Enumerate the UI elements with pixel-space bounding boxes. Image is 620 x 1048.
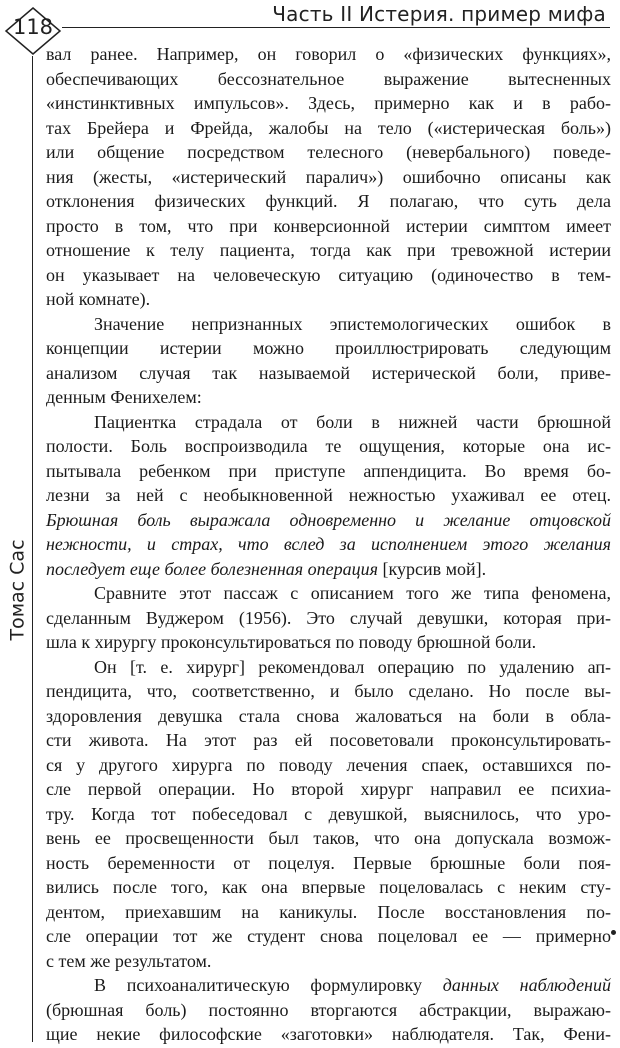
text-line — [46, 998, 611, 1023]
text-line — [46, 361, 611, 386]
line-text: ся у другого хирурга по поводу лечения спаек, оставшихся по- — [46, 754, 611, 775]
text-line — [46, 851, 611, 876]
line-text: здоровления девушка стала снова жаловаться на боли в обла- — [46, 705, 611, 726]
text-line — [46, 336, 611, 361]
italic-text: последует еще более болезненная операция — [46, 558, 379, 579]
line-text: Он [т. е. хирург] рекомендовал операцию по удалению ап- — [94, 656, 611, 677]
line-text: шла к хирургу проконсультироваться по поводу брюшной боли. — [46, 632, 537, 652]
line-text: сти живота. На этот раз ей посоветовали проконсультировать- — [46, 730, 611, 750]
line-text: отношение к телу пациента, тогда как при тревожной истерии — [46, 240, 611, 260]
line-text: вились после того, как она впервые поцеловалась с неким сту- — [46, 877, 611, 897]
line-text: пендицита, что, соответственно, и было сделано. Но после вы- — [46, 681, 611, 701]
text-line — [46, 679, 611, 704]
text-line — [46, 949, 611, 974]
text-line — [46, 630, 611, 655]
line-text: отклонения физических функций. Я полагаю, что суть дела — [46, 191, 611, 211]
text-line — [46, 42, 611, 67]
line-text: с тем же результатом. — [46, 950, 212, 971]
margin-rule — [32, 56, 33, 1042]
text-line — [46, 312, 611, 337]
text-line — [46, 263, 611, 288]
italic-text: Брюшная боль выражала одновременно и желание отцовской — [46, 509, 611, 530]
italic-text: данных наблюдений — [442, 975, 611, 995]
text-line — [46, 753, 611, 778]
line-text: тру. Когда тот побеседовал с девушкой, выяснилось, что уро- — [46, 803, 611, 824]
text-line — [46, 606, 611, 631]
line-text: сле первой операции. Но второй хирург направил ее психиа- — [46, 779, 611, 799]
line-text: щие некие философские «заготовки» наблюдателя. Так, Фени- — [46, 1024, 611, 1044]
line-text: Значение непризнанных эпистемологических ошибок в — [94, 313, 611, 334]
line-text: ния (жесты, «истерический паралич») ошибочно описаны как — [46, 166, 611, 187]
running-head: Часть II Истерия. пример мифа — [272, 2, 606, 26]
line-text: сле операции тот же студент снова поцеловал ее — примерно — [46, 926, 611, 946]
text-line — [46, 1022, 611, 1047]
text-line — [46, 826, 611, 851]
text-line — [46, 116, 611, 141]
line-text: лезни за ней с необыкновенной нежностью ухаживал ее отец. — [46, 485, 611, 505]
text-line — [46, 704, 611, 729]
text-line — [46, 508, 611, 533]
body-text — [46, 42, 611, 1047]
side-author-text: Томас Сас — [7, 539, 29, 641]
text-line — [46, 532, 611, 557]
text-line — [46, 802, 611, 827]
line-text: сделанным Вуджером (1956). Это случай девушки, которая при- — [46, 607, 611, 628]
line-text: просто в том, что при конверсионной истерии симптом имеет — [46, 215, 611, 236]
line-text: денным Фенихелем: — [46, 387, 202, 407]
line-text: вал ранее. Например, он говорил о «физических функциях», — [46, 44, 611, 64]
line-text: [курсив мой]. — [378, 558, 487, 579]
text-line — [46, 385, 611, 410]
line-text: концепции истерии можно проиллюстрировать следующим — [46, 338, 611, 358]
line-text: дентом, приехавшим на каникулы. После восстановления по- — [46, 901, 611, 922]
text-line — [46, 483, 611, 508]
text-line — [46, 973, 611, 998]
page-number: 118 — [12, 15, 54, 39]
line-text: В психоаналитическую формулировку — [94, 975, 443, 995]
text-line — [46, 165, 611, 190]
text-line — [46, 67, 611, 92]
text-line — [46, 410, 611, 435]
line-text: ность беременности от поцелуя. Первые брюшные боли поя- — [46, 852, 611, 873]
text-line — [46, 728, 611, 753]
italic-text: нежности, и страх, что вслед за исполнением этого желания — [46, 534, 611, 554]
margin-mark — [611, 930, 616, 935]
text-line — [46, 557, 611, 582]
text-line — [46, 434, 611, 459]
line-text: Сравните этот пассаж с описанием того же типа феномена, — [94, 583, 611, 603]
side-author — [6, 539, 30, 641]
line-text: он указывает на человеческую ситуацию (одиночество в тем- — [46, 264, 611, 285]
text-line — [46, 91, 611, 116]
line-text: анализом случая так называемой истерической боли, приве- — [46, 362, 611, 383]
line-text: «инстинктивных импульсов». Здесь, примерно как и в рабо- — [46, 93, 611, 113]
line-text: обеспечивающих бессознательное выражение вытесненных — [46, 68, 611, 89]
line-text: полости. Боль воспроизводила те ощущения, которые она ис- — [46, 436, 611, 456]
text-line — [46, 214, 611, 239]
text-line — [46, 238, 611, 263]
line-text: или общение посредством телесного (невербального) поведе- — [46, 142, 611, 162]
text-line — [46, 140, 611, 165]
text-line — [46, 581, 611, 606]
line-text: пытывала ребенком при приступе аппендицита. Во время бо- — [46, 460, 611, 481]
text-line — [46, 875, 611, 900]
line-text: Пациентка страдала от боли в нижней части брюшной — [94, 411, 611, 432]
text-line — [46, 900, 611, 925]
line-text: (брюшная боль) постоянно вторгаются абстракции, выражаю- — [46, 999, 611, 1020]
text-line — [46, 459, 611, 484]
text-line — [46, 924, 611, 949]
text-line — [46, 777, 611, 802]
line-text: тах Брейера и Фрейда, жалобы на тело («истерическая боль») — [46, 117, 611, 138]
text-line — [46, 655, 611, 680]
line-text: ной комнате). — [46, 289, 151, 309]
line-text: вень ее просвещенности был таков, что она допускала возмож- — [46, 828, 611, 848]
text-line — [46, 287, 611, 312]
header-rule — [62, 27, 610, 28]
text-line — [46, 189, 611, 214]
